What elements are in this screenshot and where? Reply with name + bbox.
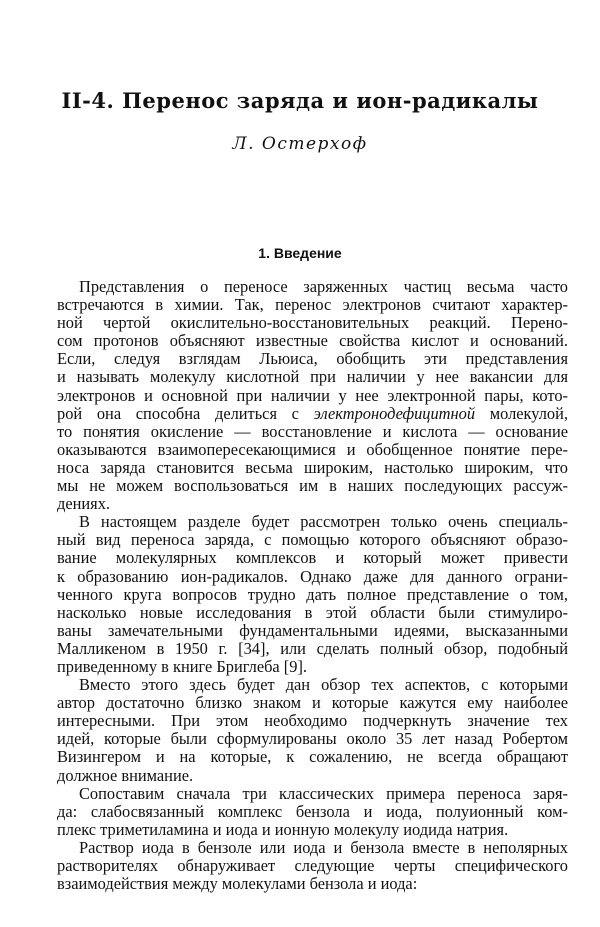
- text-line-with-emphasis: [57, 405, 568, 423]
- text-line: Малликеном в 1950 г. [34], или сделать полный обзор, подобный: [57, 639, 568, 658]
- text-line: плекс триметиламина и иода и ионную молекулу иодида натрия.: [57, 820, 509, 839]
- emphasized-term: электронодефицитной: [313, 404, 476, 423]
- text-line: Раствор иода в бензоле или иода и бензола вместе в неполярных: [79, 838, 568, 857]
- text-line: да: слабосвязанный комплекс бензола и иода, полуионный ком-: [57, 802, 568, 821]
- text-line: мы не можем воспользоваться им в наших последующих рассуж-: [57, 477, 568, 496]
- text-line: растворителях обнаруживает следующие черты специфического: [57, 857, 568, 875]
- text-line: оказываются взаимопересекающимися и обобщенное понятие пере-: [57, 440, 568, 459]
- text-line: к образованию ион-радикалов. Однако даже для данного ограни-: [57, 567, 568, 586]
- text-line: дениях.: [57, 495, 110, 514]
- text-line: взаимодействия между молекулами бензола и иода:: [57, 875, 418, 894]
- paragraph-2: [57, 513, 568, 676]
- paragraph-1: [57, 278, 568, 513]
- text-line: то понятия окисление — восстановление и кислота — основание: [57, 422, 568, 441]
- text-line: В настоящем разделе будет рассмотрен только очень специаль-: [79, 513, 568, 532]
- text-line: идей, которые были сформулированы около 35 лет назад Робертом: [57, 730, 568, 749]
- text-segment: молекулой,: [475, 404, 568, 423]
- text-line: Представления о переносе заряженных частиц весьма часто: [79, 278, 568, 296]
- text-line: приведенному в книге Бриглеба [9].: [57, 657, 308, 676]
- text-line: должное внимание.: [57, 766, 194, 785]
- text-line: вание молекулярных комплексов и который может привести: [57, 549, 568, 568]
- text-line: ваны замечательными фундаментальными идеями, высказанными: [57, 621, 568, 640]
- section-heading: 1. Введение: [258, 245, 342, 261]
- text-line: ченного круга вопросов трудно дать полное представление о том,: [57, 585, 568, 604]
- body-text: [57, 278, 568, 893]
- chapter-title: II-4. Перенос заряда и ион-радикалы: [61, 88, 539, 113]
- text-line: ной чертой окислительно-восстановительных реакций. Перено-: [57, 314, 568, 333]
- text-line: ный вид переноса заряда, с помощью которого объясняют образо-: [57, 531, 568, 550]
- text-line: встречаются в химии. Так, перенос электронов считают характер-: [57, 296, 568, 315]
- text-line: электронов и основной при наличии у нее электронной пары, кото-: [57, 386, 568, 405]
- text-line: Вместо этого здесь будет дан обзор тех аспектов, с которыми: [79, 676, 568, 695]
- text-line: Если, следуя взглядам Льюиса, обобщить эти представления: [57, 350, 568, 369]
- text-segment: рой она способна делиться с: [57, 404, 314, 423]
- text-line: Визингером и на которые, к сожалению, не всегда обращают: [57, 748, 568, 767]
- text-line: насколько новые исследования в этой области были стимулиро-: [57, 603, 568, 622]
- text-line: и называть молекулу кислотной при наличии у нее вакансии для: [57, 368, 568, 387]
- chapter-author: Л. Остерхоф: [232, 134, 368, 154]
- paragraph-4: [57, 785, 568, 839]
- text-line: Сопоставим сначала три классических примера переноса заря-: [79, 784, 568, 803]
- paragraph-3: [57, 676, 568, 785]
- text-line: сом протонов объясняют известные свойства кислот и оснований.: [57, 332, 568, 351]
- text-line: интересными. При этом необходимо подчеркнуть значение тех: [57, 712, 568, 731]
- text-line: автор достаточно близко знаком и которые кажутся ему наиболее: [57, 694, 568, 713]
- paragraph-5: [57, 839, 568, 893]
- text-line: носа заряда становится весьма широким, настолько широким, что: [57, 458, 568, 477]
